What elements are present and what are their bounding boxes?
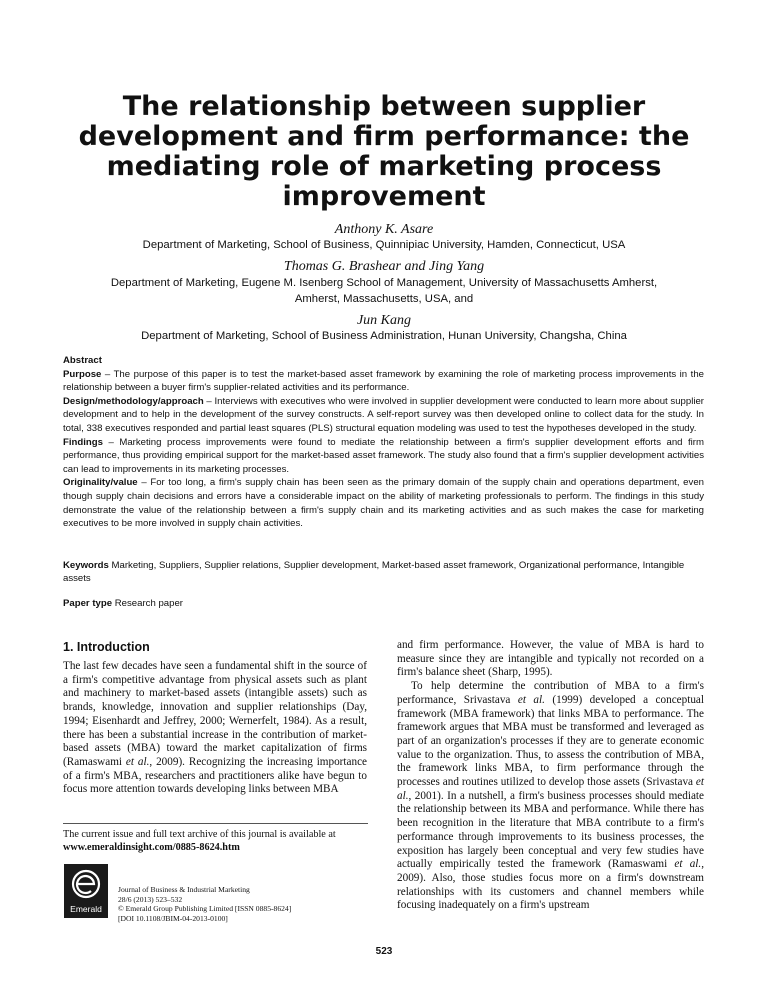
abstract-purpose: Purpose – The purpose of this paper is to test the market-based asset framework by examining the role of marketing process improvements in the relationship between a buyer firm's supplier-related activities and its performance. [63,368,704,394]
journal-name: Journal of Business & Industrial Marketing [118,885,250,894]
author-name-2: Thomas G. Brashear and Jing Yang [283,259,485,274]
abstract-heading: Abstract [63,355,102,366]
paper-title: The relationship between supplier development and firm performance: the mediating role of marketing process improvement [78,91,690,212]
emerald-e-icon [64,864,108,918]
journal-doi: [DOI 10.1108/JBIM-04-2013-0100] [118,913,228,923]
right-paragraph-2: To help determine the contribution of MBA to a firm's performance, Srivastava et al. (1999) developed a conceptual framework (MBA framework) that links MBA to performance. The framework argues that MBA must be transformed and leveraged as part of an organization's processes if they are to generate economic value to the organization. Thus, to assess the contribution of MBA, the framework links MBA, to firm performance through the processes and routines utilized to develop those assets (Srivastava et al., 2001). In a nutshell, a firm's business processes should mediate the relationship between its MBA and performance. While there has been recognition in the literature that MBA contribute to a firm's performance through improvements to its business processes, the exposition has largely been conceptual and very few studies have actually empirically tested the framework (Ramaswami et al., 2009). Also, those studies focus more on a firm's downstream relationships with its customers and channel members while focusing inadequately on a firm's upstream [397,680,704,912]
journal-issue: 28/6 (2013) 523–532 [118,894,183,904]
section-heading: 1. Introduction [63,640,150,654]
abstract-design: Design/methodology/approach – Interviews with executives who were involved in supplier development were conducted to learn more about supplier development and to help in the development of the survey constructs. A self-report survey was then developed online to collect data for the study. In total, 338 executives responded and partial least squares (PLS) structural equation modeling was used to test the hypotheses developed in the study. [63,395,704,434]
journal-copyright: © Emerald Group Publishing Limited [ISSN 0885-8624] [118,904,292,914]
author-affiliation-1: Department of Marketing, School of Business, Quinnipiac University, Hamden, Connecticut, USA [142,239,626,251]
archive-note: The current issue and full text archive of this journal is available at www.emeraldinsight.com/0885-8624.htm [63,829,336,853]
abstract [63,354,704,531]
abstract-originality: Originality/value – For too long, a firm's supply chain has been seen as the primary domain of the supply chain and operations department, even though supply chain decisions and errors have a considerable impact on the ability of marketing professionals to perform. The findings in this study demonstrate the value of the relationship between a firm's supply chain and its marketing activities and as such makes the case for marketing executives to be more involved in supply chain activities. [63,477,704,530]
body-right-column [397,639,704,913]
emerald-logo [64,864,108,918]
logo-text: Emerald [70,904,102,914]
archive-link[interactable]: www.emeraldinsight.com/0885-8624.htm [63,842,240,853]
right-paragraph-1: and firm performance. However, the value of MBA is hard to measure since they are intangible and typically not recorded on a firm's balance sheet (Sharp, 1995). [397,639,704,679]
author-name-3: Jun Kang [356,313,412,328]
author-name-1: Anthony K. Asare [334,222,434,237]
body-left-column [63,660,367,797]
paper-type: Paper type Research paper [63,598,183,609]
footnote-divider [63,823,368,824]
page-number: 523 [375,946,393,957]
journal-info [118,885,368,923]
author-affiliation-3: Department of Marketing, School of Business Administration, Hunan University, Changsha, China [141,330,627,342]
author-affiliation-2: Department of Marketing, Eugene M. Isenberg School of Management, University of Massachusetts Amherst, Amherst, Massachusetts, USA, and [110,277,658,305]
abstract-findings: Findings – Marketing process improvements were found to mediate the relationship between a firm's supplier development efforts and firm performance, thus providing empirical support for the market-based asset framework. The study also found that a firm's supplier development activities can lead to improvements in its marketing processes. [63,436,704,475]
left-paragraph: The last few decades have seen a fundamental shift in the source of a firm's competitive advantage from physical assets such as plant and machinery to market-based assets (intangible assets) such as brands, knowledge, innovation and supplier relationships (Day, 1994; Eisenhardt and Jeffrey, 2000; Wernerfelt, 1984). As a result, there has been a substantial increase in the contribution of market-based assets (MBA) toward the market capitalization of firms (Ramaswami et al., 2009). Recognizing the increasing importance of a firm's MBA, researchers and practitioners alike have begun to focus more attention towards developing links between MBA [63,660,368,796]
keywords: Keywords Marketing, Suppliers, Supplier relations, Supplier development, Market-based asset framework, Organizational performance, Intangible assets [63,560,685,584]
